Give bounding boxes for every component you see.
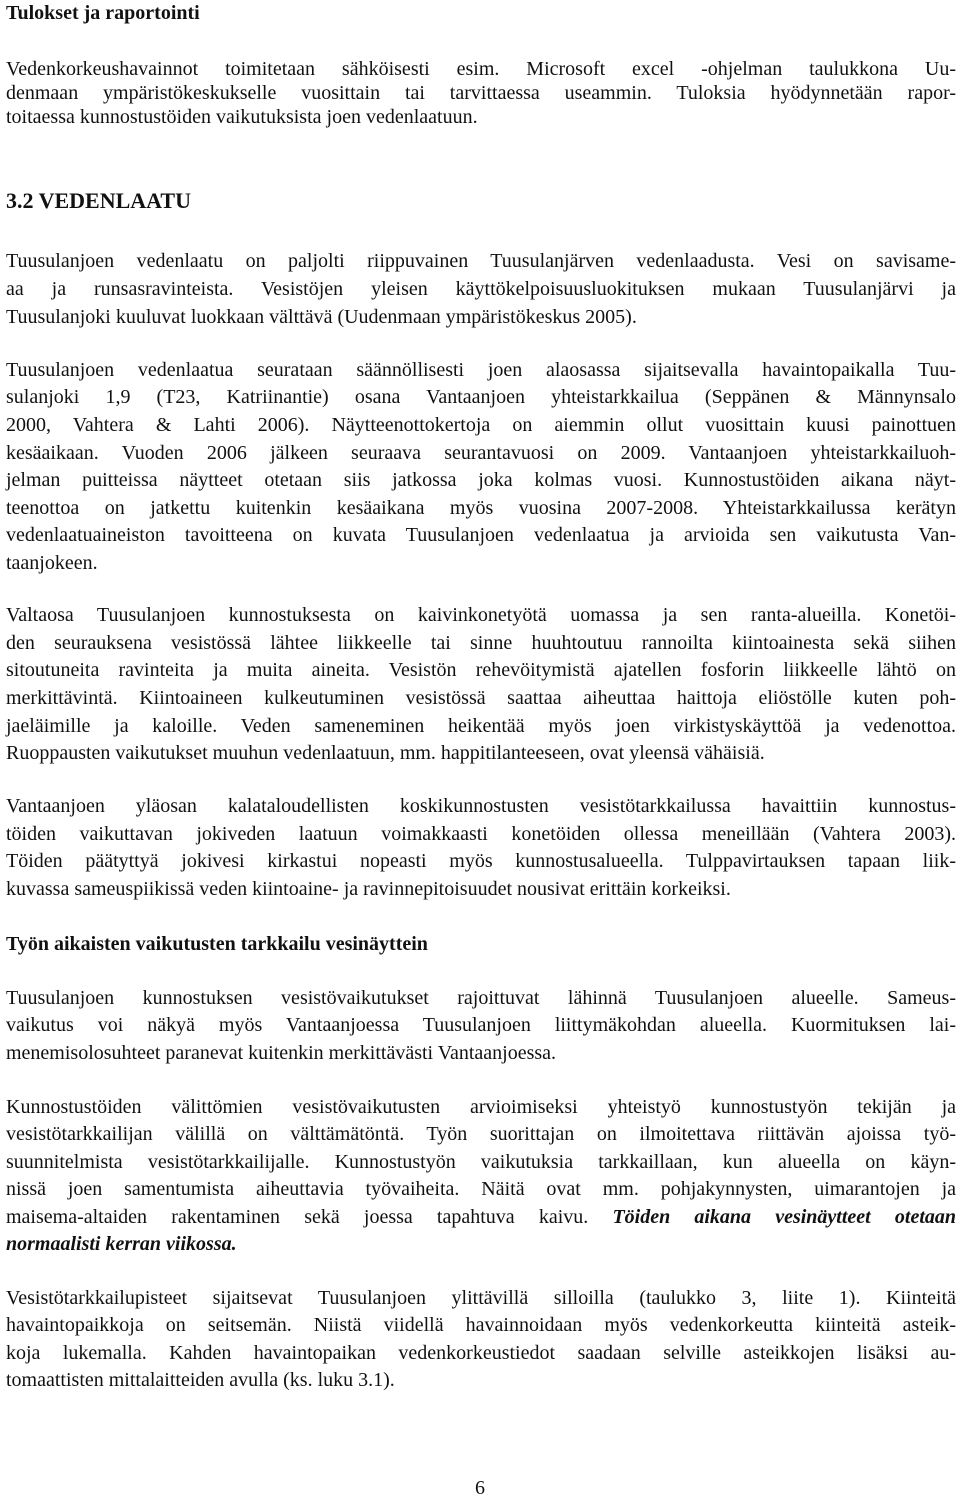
paragraph-line [6, 1205, 956, 1229]
paragraph-line: vedenlaatuaineiston tavoitteena on kuvata Tuusulanjoen vedenlaatua ja arvioida sen vaikutusta Van- [6, 524, 956, 546]
paragraph-line: Töiden päätyttyä jokivesi kirkastui nopeasti myös kunnostusalueella. Tulppavirtauksen tapaan liik- [6, 850, 956, 872]
paragraph-line: Vantaanjoen yläosan kalataloudellisten koskikunnostusten vesistötarkkailussa havaittiin kunnostus- [6, 795, 956, 817]
paragraph-line: Vesistötarkkailupisteet sijaitsevat Tuusulanjoen ylittävillä silloilla (taulukko 3, liite 1). Kiinteitä [6, 1287, 956, 1309]
paragraph-line: taanjokeen. [6, 552, 98, 574]
paragraph-line: jelman puitteissa näytteet otetaan siis jatkossa joka kolmas vuosi. Kunnostustöiden aikana näyt- [6, 469, 956, 491]
page-number: 6 [475, 1477, 485, 1499]
paragraph-line: töiden vaikuttavan jokiveden laatuun voimakkaasti konetöiden ollessa meneillään (Vahtera 2003). [6, 823, 956, 845]
paragraph-line: havaintopaikkoja on seitsemän. Niistä viidellä havainnoidaan myös vedenkorkeutta kiinteitä asteik- [6, 1314, 956, 1336]
paragraph-line: koja lukemalla. Kahden havaintopaikan vedenkorkeustiedot saadaan selville asteikkojen lisäksi au- [6, 1342, 956, 1364]
emphasis-line: normaalisti kerran viikossa. [6, 1233, 237, 1255]
emphasis-text: Töiden aikana vesinäytteet otetaan [612, 1206, 956, 1228]
paragraph-line: teenottoa on jatkettu kuitenkin kesäaikana myös vuosina 2007-2008. Yhteistarkkailussa kerätyn [6, 497, 956, 519]
paragraph-line: menemisolosuhteet paranevat kuitenkin merkittävästi Vantaanjoessa. [6, 1042, 557, 1064]
paragraph-line: Tuusulanjoen kunnostuksen vesistövaikutukset rajoittuvat lähinnä Tuusulanjoen alueelle. Sameus- [6, 987, 956, 1009]
paragraph-line: jaeläimille ja kaloille. Veden sameneminen heikentää myös joen virkistyskäyttöä ja vedenottoa. [6, 715, 956, 737]
section-heading: 3.2 VEDENLAATU [6, 188, 191, 213]
paragraph-line: Vedenkorkeushavainnot toimitetaan sähköisesti esim. Microsoft excel -ohjelman taulukkona Uu- [6, 58, 956, 80]
paragraph-line: merkittävintä. Kiintoaineen kulkeutuminen vesistössä saattaa aiheuttaa haittoja eliöstölle kuten poh- [6, 687, 956, 709]
paragraph-line: sitoutuneita ravinteita ja muita aineita. Vesistön rehevöitymistä ajatellen fosforin liikkeelle lähtö on [6, 659, 956, 681]
paragraph-line: den seurauksena vesistössä lähtee liikkeelle tai sinne huuhtoutuu rannoilta kiintoainesta sekä siihen [6, 632, 956, 654]
paragraph-line: kuvassa sameuspiikissä veden kiintoaine- ja ravinnepitoisuudet nousivat erittäin korkeiksi. [6, 878, 731, 900]
paragraph-line: kesäaikaan. Vuoden 2006 jälkeen seuraava seurantavuosi on 2009. Vantaanjoen yhteistarkkailuoh- [6, 442, 956, 464]
paragraph-line: sulanjoki 1,9 (T23, Katriinantie) osana Vantaanjoen yhteistarkkailua (Seppänen & Männynsalo [6, 386, 956, 408]
paragraph-line: Tuusulanjoen vedenlaatua seurataan säännöllisesti joen alaosassa sijaitsevalla havaintopaikalla Tuu- [6, 359, 956, 381]
paragraph-line: nissä joen samentumista aiheuttavia työvaiheita. Näitä ovat mm. pohjakynnysten, uimarantojen ja [6, 1178, 956, 1200]
paragraph-line: denmaan ympäristökeskukselle vuosittain tai tarvittaessa useammin. Tuloksia hyödynnetään rapor- [6, 82, 956, 104]
paragraph-line: Ruoppausten vaikutukset muuhun vedenlaatuun, mm. happitilanteeseen, ovat yleensä vähäisiä. [6, 742, 765, 764]
paragraph-line: suunnitelmista vesistötarkkailijalle. Kunnostustyön vaikutuksia tarkkaillaan, kun alueella on käyn- [6, 1151, 956, 1173]
paragraph-line: Tuusulanjoki kuuluvat luokkaan välttävä (Uudenmaan ympäristökeskus 2005). [6, 306, 637, 328]
paragraph-line: vaikutus voi näkyä myös Vantaanjoessa Tuusulanjoen liittymäkohdan alueella. Kuormituksen lai- [6, 1014, 956, 1036]
results-heading: Tulokset ja raportointi [6, 2, 200, 24]
paragraph-line: Tuusulanjoen vedenlaatu on paljolti riippuvainen Tuusulanjärven vedenlaadusta. Vesi on savisame- [6, 250, 956, 272]
paragraph-line: aa ja runsasravinteista. Vesistöjen yleisen käyttökelpoisuusluokituksen mukaan Tuusulanjärvi ja [6, 278, 956, 300]
paragraph-line: toitaessa kunnostustöiden vaikutuksista joen vedenlaatuun. [6, 106, 478, 128]
paragraph-text: maisema-altaiden rakentaminen sekä joessa tapahtuva kaivu. [6, 1206, 613, 1228]
paragraph-line: Kunnostustöiden välittömien vesistövaikutusten arvioimiseksi yhteistyö kunnostustyön tekijän ja [6, 1096, 956, 1118]
paragraph-line: 2000, Vahtera & Lahti 2006). Näytteenottokertoja on aiemmin ollut vuosittain kuusi painottuen [6, 414, 956, 436]
paragraph-line: tomaattisten mittalaitteiden avulla (ks. luku 3.1). [6, 1369, 395, 1391]
paragraph-line: Valtaosa Tuusulanjoen kunnostuksesta on kaivinkonetyötä uomassa ja sen ranta-alueilla. Konetöi- [6, 604, 956, 626]
subheading: Työn aikaisten vaikutusten tarkkailu vesinäyttein [6, 933, 428, 955]
paragraph-line: vesistötarkkailijan välillä on välttämätöntä. Työn suorittajan on ilmoitettava riittävän ajoissa työ- [6, 1123, 956, 1145]
